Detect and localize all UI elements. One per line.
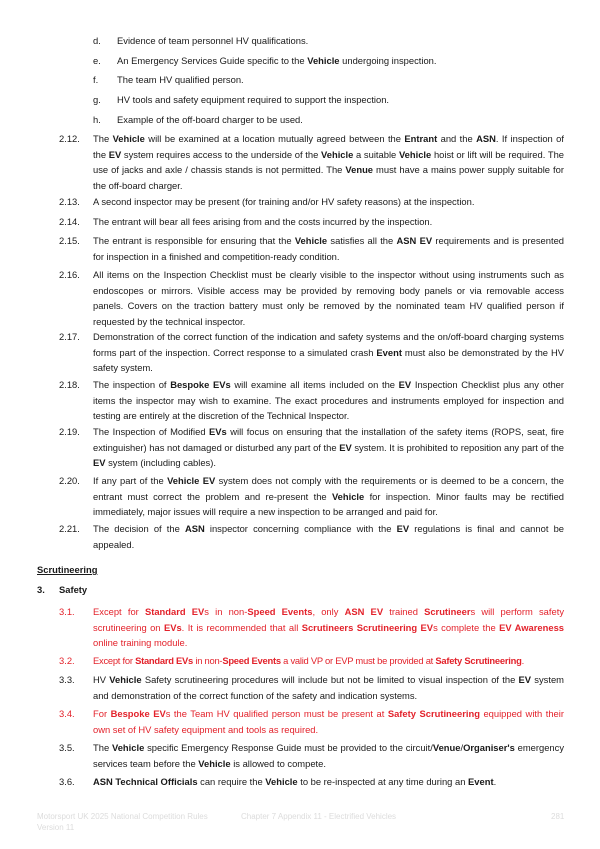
clause-text: Except for Standard EVs in non-Speed Events, only ASN EV trained Scrutineers will perform safety scrutineering on EVs. It is recommended that all Scrutineers Scrutineering EVs complete the EV Awareness online training module. (93, 606, 565, 648)
item-number: h. (93, 114, 101, 125)
clause (59, 672, 564, 703)
clause (59, 131, 564, 193)
clause (59, 521, 564, 552)
subsection-number: 3. (37, 584, 45, 595)
clause (59, 473, 564, 520)
clause (59, 267, 564, 329)
subsection-heading (37, 582, 87, 597)
subsection-title: Safety (59, 584, 88, 595)
clause-number: 2.19. (59, 426, 80, 437)
clause-number: 2.20. (59, 475, 80, 486)
clause-text: Demonstration of the correct function of the indication and safety systems and the on/off-board charging systems forms part of the inspection. Correct response to a simulated crash Event must also be demonstrated by the HV safety system. (93, 331, 565, 373)
clause-number: 3.5. (59, 742, 75, 753)
clause-number: 3.6. (59, 776, 75, 787)
clause-text: The entrant will bear all fees arising from and the costs incurred by the inspection. (93, 216, 433, 227)
clause-text: The Vehicle will be examined at a location mutually agreed between the Entrant and the ASN. If inspection of the EV system requires access to the underside of the Vehicle a suitable Vehicle hoist or lift will be required. The use of jacks and axle / chassis stands is not permitted. The Venue must have a mains power supply suitable for the off-board charger. (93, 133, 565, 191)
clause-number: 3.2. (59, 655, 75, 666)
list-item (93, 53, 568, 69)
footer-chapter: Chapter 7 Appendix 11 - Electrified Vehicles (241, 812, 397, 821)
clause-number: 3.3. (59, 674, 75, 685)
footer-left (37, 811, 208, 833)
clause (59, 424, 564, 471)
clause (59, 604, 564, 651)
clause-number: 3.1. (59, 606, 75, 617)
item-text: The team HV qualified person. (117, 74, 244, 85)
clause-number: 2.16. (59, 269, 80, 280)
clause (59, 233, 564, 264)
clause-number: 2.13. (59, 196, 80, 207)
clause (59, 774, 564, 790)
clause-text: The decision of the ASN inspector concerning compliance with the EV regulations is final and cannot be appealed. (93, 523, 564, 550)
page-number: 281 (551, 812, 565, 821)
clause-text: ASN Technical Officials can require the Vehicle to be re-inspected at any time during an Event. (93, 776, 497, 787)
item-text: An Emergency Services Guide specific to the Vehicle undergoing inspection. (117, 55, 437, 66)
clause (59, 194, 564, 210)
clause (59, 329, 564, 376)
clause-text: For Bespoke EVs the Team HV qualified person must be present at Safety Scrutineering equipped with their own set of HV safety equipment and tools as required. (93, 708, 564, 735)
clause-text: All items on the Inspection Checklist must be clearly visible to the inspector without using instruments such as endoscopes or mirrors. Visible access may be provided by removing body panels or via removable access panels. Covers on the traction battery must only be removed by the nominated team HV qualified person if requested by the technical inspector. (93, 269, 564, 327)
item-text: Example of the off-board charger to be used. (117, 114, 303, 125)
clause-text: A second inspector may be present (for training and/or HV safety reasons) at the inspection. (93, 196, 475, 207)
list-item (93, 92, 568, 108)
footer-rules-title: Motorsport UK 2025 National Competition Rules (37, 812, 208, 821)
clause (59, 740, 564, 771)
footer-version: Version 11 (37, 823, 75, 832)
clause-text: The inspection of Bespoke EVs will examine all items included on the EV Inspection Checklist plus any other items the inspector may wish to examine. The exact procedures and instruments employed for inspection and testing are entirely at the discretion of the Technical Inspector. (93, 379, 564, 421)
clause (59, 706, 564, 737)
clause-text: The entrant is responsible for ensuring that the Vehicle satisfies all the ASN EV requirements and is presented for inspection in a finished and competition-ready condition. (93, 235, 565, 262)
item-number: f. (93, 74, 99, 85)
clause-number: 2.18. (59, 379, 80, 390)
clause-number: 2.21. (59, 523, 80, 534)
clause-text: If any part of the Vehicle EV system does not comply with the requirements or is deemed to be a concern, the entrant must correct the problem and re-present the Vehicle for inspection. Minor faults may be rectified immediately, major issues will require a new inspection to be arranged and paid for. (93, 475, 565, 517)
clause (59, 214, 564, 230)
list-item (93, 72, 568, 88)
item-text: Evidence of team personnel HV qualifications. (117, 35, 309, 46)
clause-text: The Inspection of Modified EVs will focus on ensuring that the installation of the safety items (ROPS, seat, fire extinguisher) has not damaged or disturbed any part of the EV system. It is prohibited to reposition any part of the EV system (including cables). (93, 426, 564, 468)
clause (59, 653, 564, 669)
clause-number: 2.15. (59, 235, 80, 246)
item-number: e. (93, 55, 101, 66)
list-item (93, 112, 568, 128)
clause-text: The Vehicle specific Emergency Response Guide must be provided to the circuit/Venue/Organiser's emergency services team before the Vehicle is allowed to compete. (93, 742, 565, 769)
clause-number: 2.12. (59, 133, 80, 144)
list-item (93, 33, 568, 49)
clause-number: 2.14. (59, 216, 80, 227)
clause-number: 3.4. (59, 708, 75, 719)
clause-text: HV Vehicle Safety scrutineering procedures will include but not be limited to visual inspection of the EV system and demonstration of the correct function of the safety and indication systems. (93, 674, 564, 701)
item-number: d. (93, 35, 101, 46)
item-number: g. (93, 94, 101, 105)
clause (59, 377, 564, 424)
section-title: Scrutineering (37, 564, 98, 575)
item-text: HV tools and safety equipment required to support the inspection. (117, 94, 390, 105)
clause-number: 2.17. (59, 331, 80, 342)
clause-text: Except for Standard EVs in non-Speed Events a valid VP or EVP must be provided at Safety Scrutineering. (93, 655, 524, 666)
